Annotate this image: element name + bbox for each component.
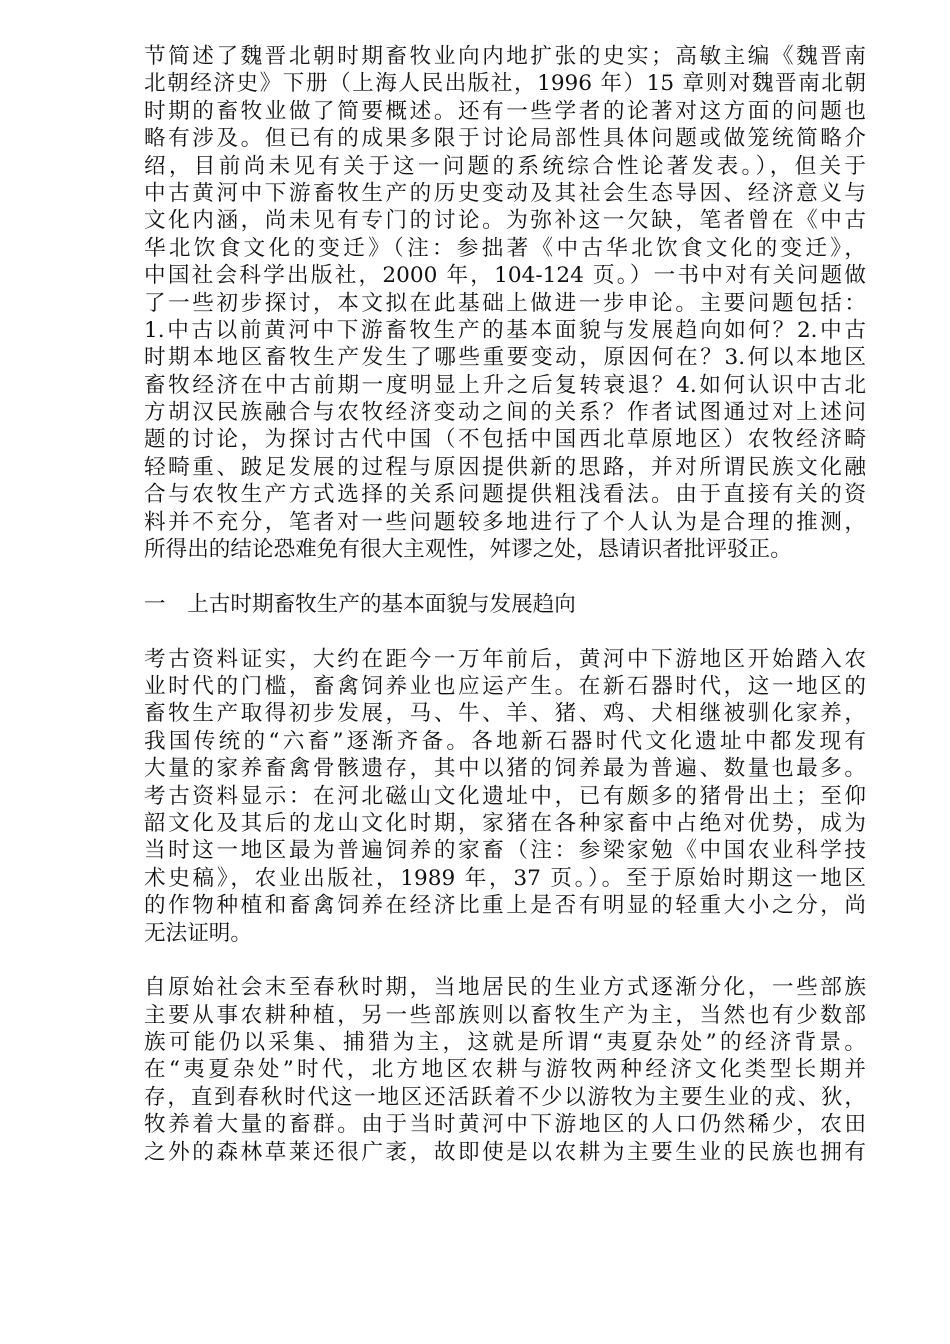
text-line: 料并不充分，笔者对一些问题较多地进行了个人认为是合理的推测，	[144, 509, 866, 535]
paragraph-intro	[144, 43, 866, 563]
text-line: 时期的畜牧业做了简要概述。还有一些学者的论著对这方面的问题也	[144, 98, 866, 124]
text-line: 族可能仍以采集、捕猎为主，这就是所谓“夷夏杂处”的经济背景。	[144, 1030, 866, 1056]
text-line: 我国传统的“六畜”逐渐齐备。各地新石器时代文化遗址中都发现有	[144, 728, 866, 754]
text-line: 1.中古以前黄河中下游畜牧生产的基本面貌与发展趋向如何？2.中古	[144, 317, 866, 343]
text-line: 自原始社会末至春秋时期，当地居民的生业方式逐渐分化，一些部族	[144, 975, 866, 1001]
text-line: 主要从事农耕种植，另一些部族则以畜牧生产为主，当然也有少数部	[144, 1002, 866, 1028]
text-line: 题的讨论，为探讨古代中国（不包括中国西北草原地区）农牧经济畸	[144, 427, 866, 453]
text-line: 中国社会科学出版社，2000 年，104-124 页。）一书中对有关问题做	[144, 263, 866, 289]
text-line: 文化内涵，尚未见有专门的讨论。为弥补这一欠缺，笔者曾在《中古	[144, 208, 866, 234]
text-line: 在“夷夏杂处”时代，北方地区农耕与游牧两种经济文化类型长期并	[144, 1057, 866, 1083]
text-line: 中古黄河中下游畜牧生产的历史变动及其社会生态导因、经济意义与	[144, 180, 866, 206]
section-heading: 一 上古时期畜牧生产的基本面貌与发展趋向	[144, 591, 576, 617]
paragraph-archaeology	[144, 646, 866, 947]
text-line: 畜牧经济在中古前期一度明显上升之后复转衰退？4.如何认识中古北	[144, 372, 866, 398]
text-line: 业时代的门槛，畜禽饲养业也应运产生。在新石器时代，这一地区的	[144, 673, 866, 699]
text-line: 华北饮食文化的变迁》（注：参拙著《中古华北饮食文化的变迁》，	[144, 235, 866, 261]
text-line: 绍，目前尚未见有关于这一问题的系统综合性论著发表。），但关于	[144, 153, 866, 179]
text-line: 考古资料证实，大约在距今一万年前后，黄河中下游地区开始踏入农	[144, 646, 866, 672]
text-line: 略有涉及。但已有的成果多限于讨论局部性具体问题或做笼统简略介	[144, 126, 866, 152]
text-line: 所得出的结论恐难免有很大主观性，舛谬之处，恳请识者批评驳正。	[144, 537, 792, 563]
text-line: 合与农牧生产方式选择的关系问题提供粗浅看法。由于直接有关的资	[144, 482, 866, 508]
text-line: 存，直到春秋时代这一地区还活跃着不少以游牧为主要生业的戎、狄，	[144, 1084, 866, 1110]
text-line: 畜牧生产取得初步发展，马、牛、羊、猪、鸡、犬相继被驯化家养，	[144, 701, 866, 727]
text-line: 节简述了魏晋北朝时期畜牧业向内地扩张的史实；高敏主编《魏晋南	[144, 44, 866, 69]
paragraph-spring-autumn	[144, 974, 866, 1166]
text-line: 轻畸重、跛足发展的过程与原因提供新的思路，并对所谓民族文化融	[144, 454, 866, 480]
text-line: 韶文化及其后的龙山文化时期，家猪在各种家畜中占绝对优势，成为	[144, 810, 866, 836]
text-line: 考古资料显示：在河北磁山文化遗址中，已有颇多的猪骨出土；至仰	[144, 783, 866, 809]
text-line: 了一些初步探讨，本文拟在此基础上做进一步申论。主要问题包括：	[144, 290, 866, 316]
text-line: 术史稿》，农业出版社，1989 年，37 页。）。至于原始时期这一地区	[144, 865, 866, 891]
text-line: 的作物种植和畜禽饲养在经济比重上是否有明显的轻重大小之分，尚	[144, 893, 866, 919]
document-page	[144, 43, 866, 1166]
text-line: 大量的家养畜禽骨骸遗存，其中以猪的饲养最为普遍、数量也最多。	[144, 756, 866, 782]
text-line: 北朝经济史》下册（上海人民出版社，1996 年）15 章则对魏晋南北朝	[144, 71, 866, 97]
text-line: 之外的森林草莱还很广袤，故即使是以农耕为主要生业的民族也拥有	[144, 1139, 866, 1165]
paragraph-spacer	[144, 563, 866, 590]
text-line: 当时这一地区最为普遍饲养的家畜（注：参梁家勉《中国农业科学技	[144, 838, 866, 864]
text-line: 方胡汉民族融合与农牧经济变动之间的关系？作者试图通过对上述问	[144, 400, 866, 426]
paragraph-spacer	[144, 947, 866, 974]
text-line: 无法证明。	[144, 920, 252, 946]
text-line: 牧养着大量的畜群。由于当时黄河中下游地区的人口仍然稀少，农田	[144, 1112, 866, 1138]
paragraph-spacer	[144, 618, 866, 645]
text-line: 时期本地区畜牧生产发生了哪些重要变动，原因何在？3.何以本地区	[144, 345, 866, 371]
